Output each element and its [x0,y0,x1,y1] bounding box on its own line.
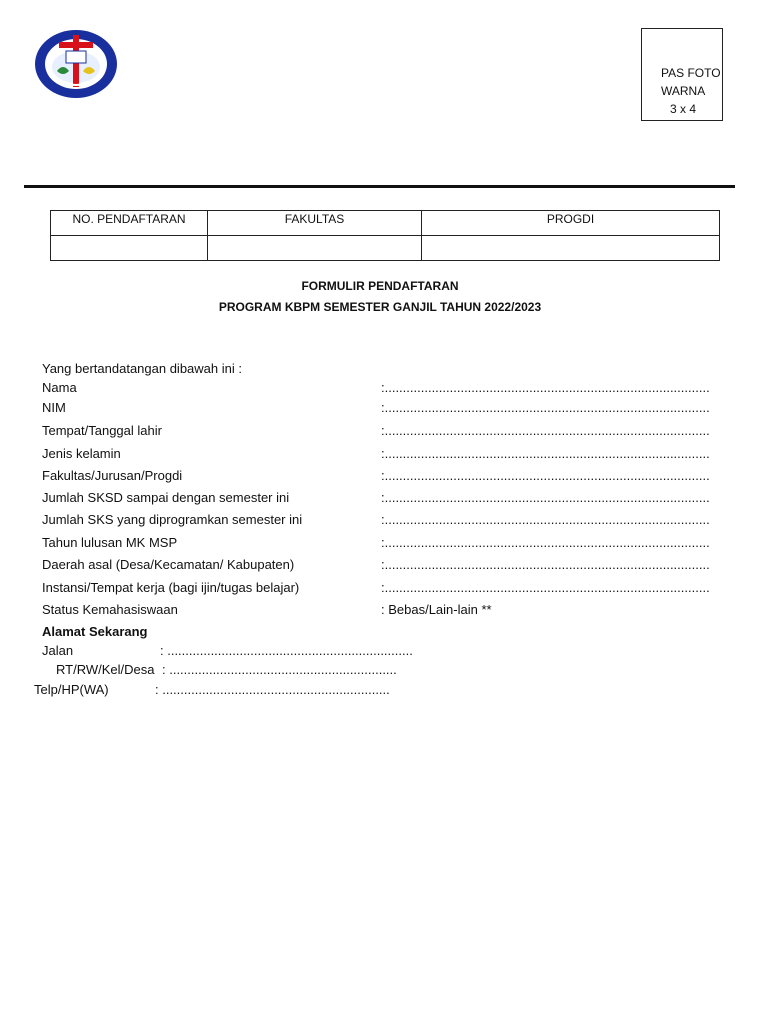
photo-label-line3: 3 x 4 [670,102,697,116]
address-label-rt-rw: RT/RW/Kel/Desa [56,662,155,677]
address-label-jalan: Jalan [42,643,74,658]
cell-fakultas[interactable] [208,236,422,261]
address-value-rt-rw[interactable]: : ............................................................... [162,662,397,677]
address-value-telp[interactable]: : ............................................................... [155,682,390,697]
photo-label-line2: WARNA [661,84,706,98]
header-progdi: PROGDI [422,211,720,236]
header-divider [24,185,735,188]
registration-table [50,210,720,261]
field-label: Tempat/Tanggal lahir [42,423,162,438]
photo-placeholder-box [641,28,723,121]
field-value[interactable]: :.......................................................................................... [381,400,710,415]
field-instansi[interactable] [42,580,722,600]
field-label: Instansi/Tempat kerja (bagi ijin/tugas belajar) [42,580,300,595]
table-header-row [51,211,720,236]
field-value[interactable]: :.......................................................................................... [381,512,710,527]
field-value[interactable]: :.......................................................................................... [381,380,710,395]
field-label: Jumlah SKS yang diprogramkan semester ini [42,512,303,527]
field-label: Tahun lulusan MK MSP [42,535,178,550]
field-nama[interactable] [42,380,722,400]
field-value[interactable]: :.......................................................................................... [381,557,710,572]
field-tempat-tanggal-lahir[interactable] [42,423,722,443]
field-label: Jenis kelamin [42,446,121,461]
field-status-kemahasiswaan[interactable] [42,602,722,622]
header-no-pendaftaran: NO. PENDAFTARAN [51,211,208,236]
address-heading: Alamat Sekarang [42,624,148,639]
cell-no-pendaftaran[interactable] [51,236,208,261]
field-tahun-lulusan[interactable] [42,535,722,555]
field-value[interactable]: :.......................................................................................... [381,468,710,483]
field-daerah-asal[interactable] [42,557,722,577]
field-fakultas-jurusan-progdi[interactable] [42,468,722,488]
field-value[interactable]: :.......................................................................................... [381,423,710,438]
photo-label-line1: PAS FOTO [661,66,721,80]
field-value[interactable]: : Bebas/Lain-lain ** [381,602,492,617]
form-title: FORMULIR PENDAFTARAN [301,279,459,293]
address-label-telp: Telp/HP(WA) [34,682,109,697]
field-value[interactable]: :.......................................................................................... [381,535,710,550]
field-jumlah-sks[interactable] [42,512,722,532]
field-value[interactable]: :.......................................................................................... [381,490,710,505]
field-label: NIM [42,400,66,415]
field-nim[interactable] [42,400,722,420]
form-subtitle: PROGRAM KBPM SEMESTER GANJIL TAHUN 2022/2023 [218,300,542,314]
address-value-jalan[interactable]: : .................................................................... [160,643,413,658]
form-intro: Yang bertandatangan dibawah ini : [42,361,242,376]
field-label: Daerah asal (Desa/Kecamatan/ Kabupaten) [42,557,295,572]
cell-progdi[interactable] [422,236,720,261]
field-jenis-kelamin[interactable] [42,446,722,466]
field-label: Fakultas/Jurusan/Progdi [42,468,183,483]
field-jumlah-sksd[interactable] [42,490,722,510]
university-logo [33,27,119,100]
field-label: Status Kemahasiswaan [42,602,178,617]
table-row [51,236,720,261]
field-label: Nama [42,380,77,395]
field-value[interactable]: :.......................................................................................... [381,580,710,595]
field-value[interactable]: :.......................................................................................... [381,446,710,461]
field-label: Jumlah SKSD sampai dengan semester ini [42,490,290,505]
header-fakultas: FAKULTAS [208,211,422,236]
